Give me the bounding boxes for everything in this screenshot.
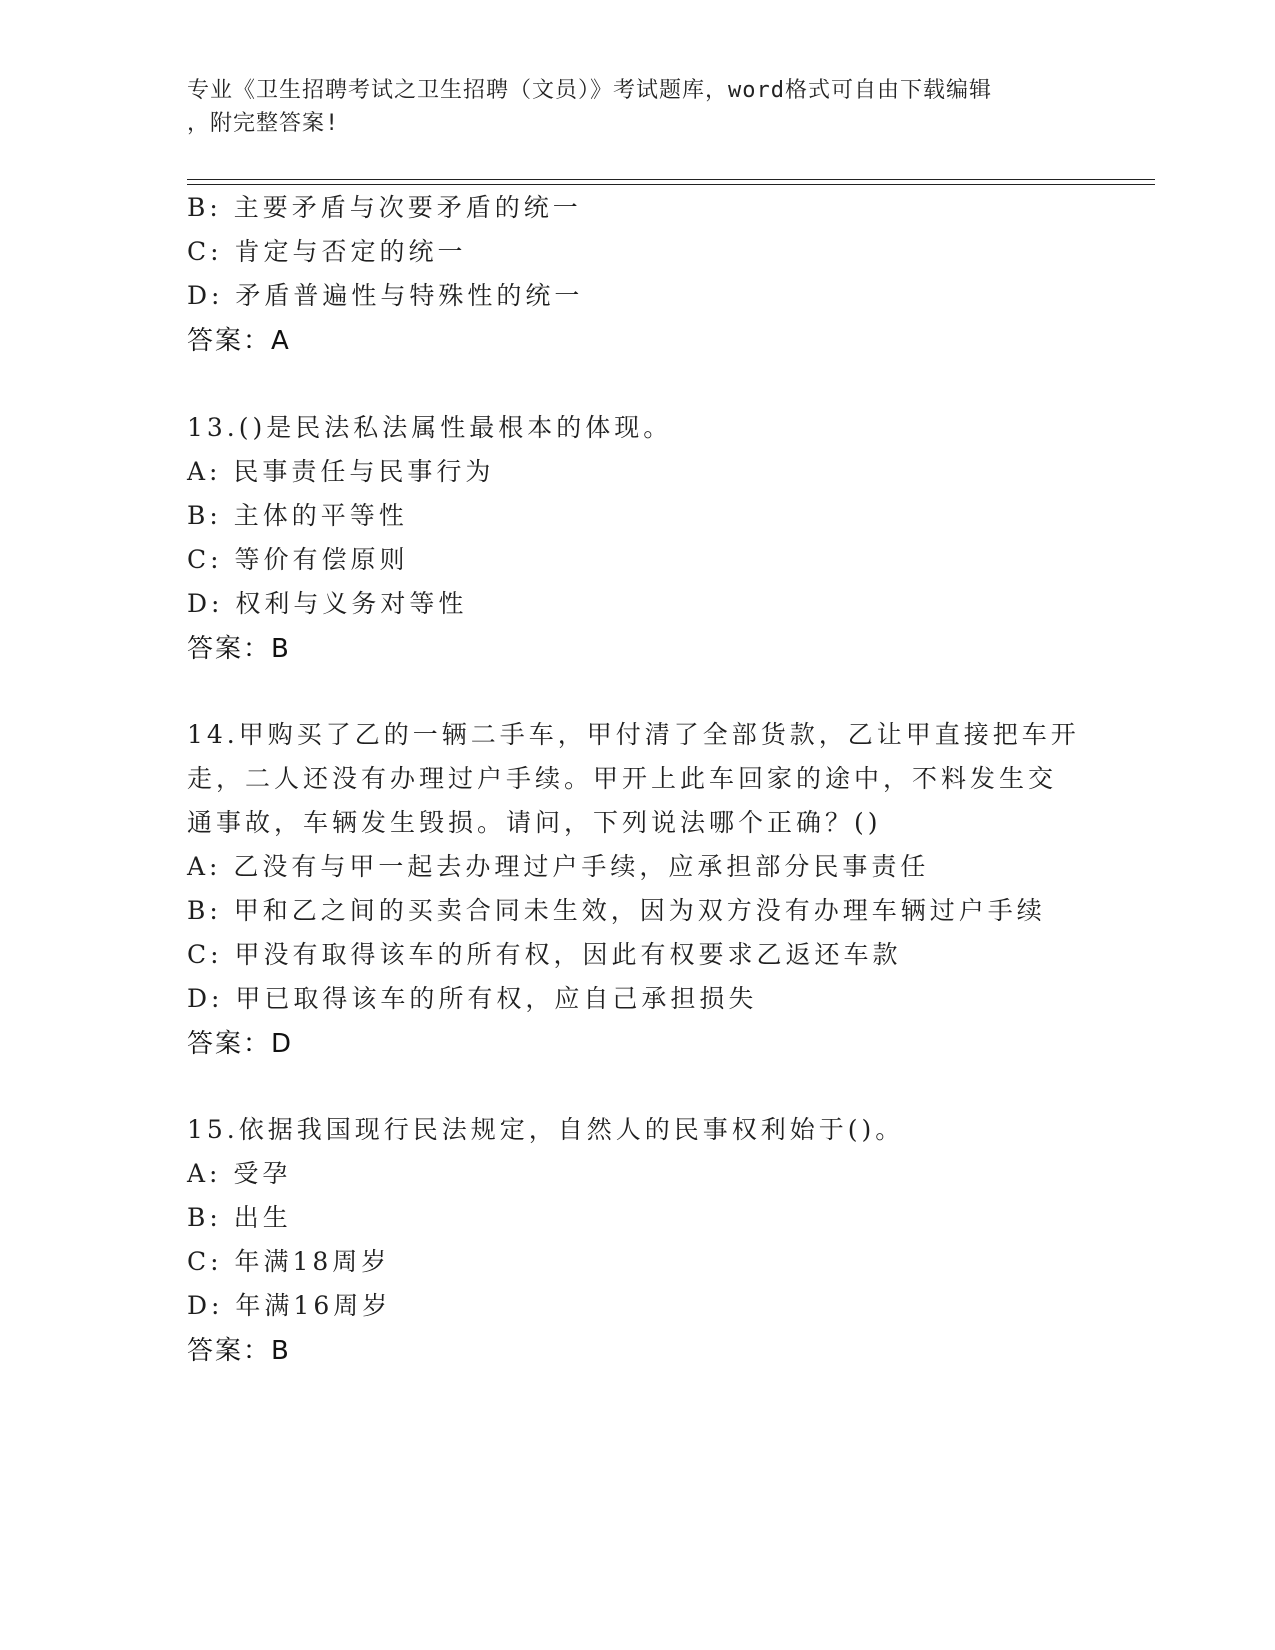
header-line-2: ，附完整答案! xyxy=(187,111,340,136)
q12-option-c: C: 肯定与否定的统一 xyxy=(187,237,467,266)
header-line-1: 专业《卫生招聘考试之卫生招聘（文员）》考试题库，word格式可自由下载编辑 xyxy=(187,78,992,103)
q14-option-b: B: 甲和乙之间的买卖合同未生效，因为双方没有办理车辆过户手续 xyxy=(187,896,1046,925)
header-divider-bottom xyxy=(187,184,1155,185)
q13-option-a: A: 民事责任与民事行为 xyxy=(187,457,495,486)
q12-option-b: B: 主要矛盾与次要矛盾的统一 xyxy=(187,193,582,222)
q13-option-c: C: 等价有偿原则 xyxy=(187,545,409,574)
q12-answer: 答案：A xyxy=(187,326,291,356)
q14-stem-line-3: 通事故，车辆发生毁损。请问，下列说法哪个正确？() xyxy=(187,808,882,837)
header-divider-top xyxy=(187,179,1155,180)
document-header xyxy=(187,74,1087,140)
q15-option-a: A: 受孕 xyxy=(187,1159,292,1188)
q14-answer: 答案：D xyxy=(187,1029,294,1059)
q13-option-b: B: 主体的平等性 xyxy=(187,501,408,530)
q12-option-d: D: 矛盾普遍性与特殊性的统一 xyxy=(187,281,584,310)
q14-stem-line-2: 走，二人还没有办理过户手续。甲开上此车回家的途中，不料发生交 xyxy=(187,764,1058,793)
q13-stem: 13.()是民法私法属性最根本的体现。 xyxy=(187,413,673,442)
q14-option-a: A: 乙没有与甲一起去办理过户手续，应承担部分民事责任 xyxy=(187,852,930,881)
q14-option-c: C: 甲没有取得该车的所有权，因此有权要求乙返还车款 xyxy=(187,940,902,969)
q14-option-d: D: 甲已取得该车的所有权，应自己承担损失 xyxy=(187,984,758,1013)
q15-stem: 15.依据我国现行民法规定，自然人的民事权利始于()。 xyxy=(187,1115,905,1144)
q15-option-c: C: 年满18周岁 xyxy=(187,1247,391,1276)
q15-answer: 答案：B xyxy=(187,1336,291,1366)
q13-option-d: D: 权利与义务对等性 xyxy=(187,589,468,618)
q14-stem-line-1: 14.甲购买了乙的一辆二手车，甲付清了全部货款，乙让甲直接把车开 xyxy=(187,720,1080,749)
q15-option-b: B: 出生 xyxy=(187,1203,292,1232)
q15-option-d: D: 年满16周岁 xyxy=(187,1291,392,1320)
q13-answer: 答案：B xyxy=(187,634,291,664)
